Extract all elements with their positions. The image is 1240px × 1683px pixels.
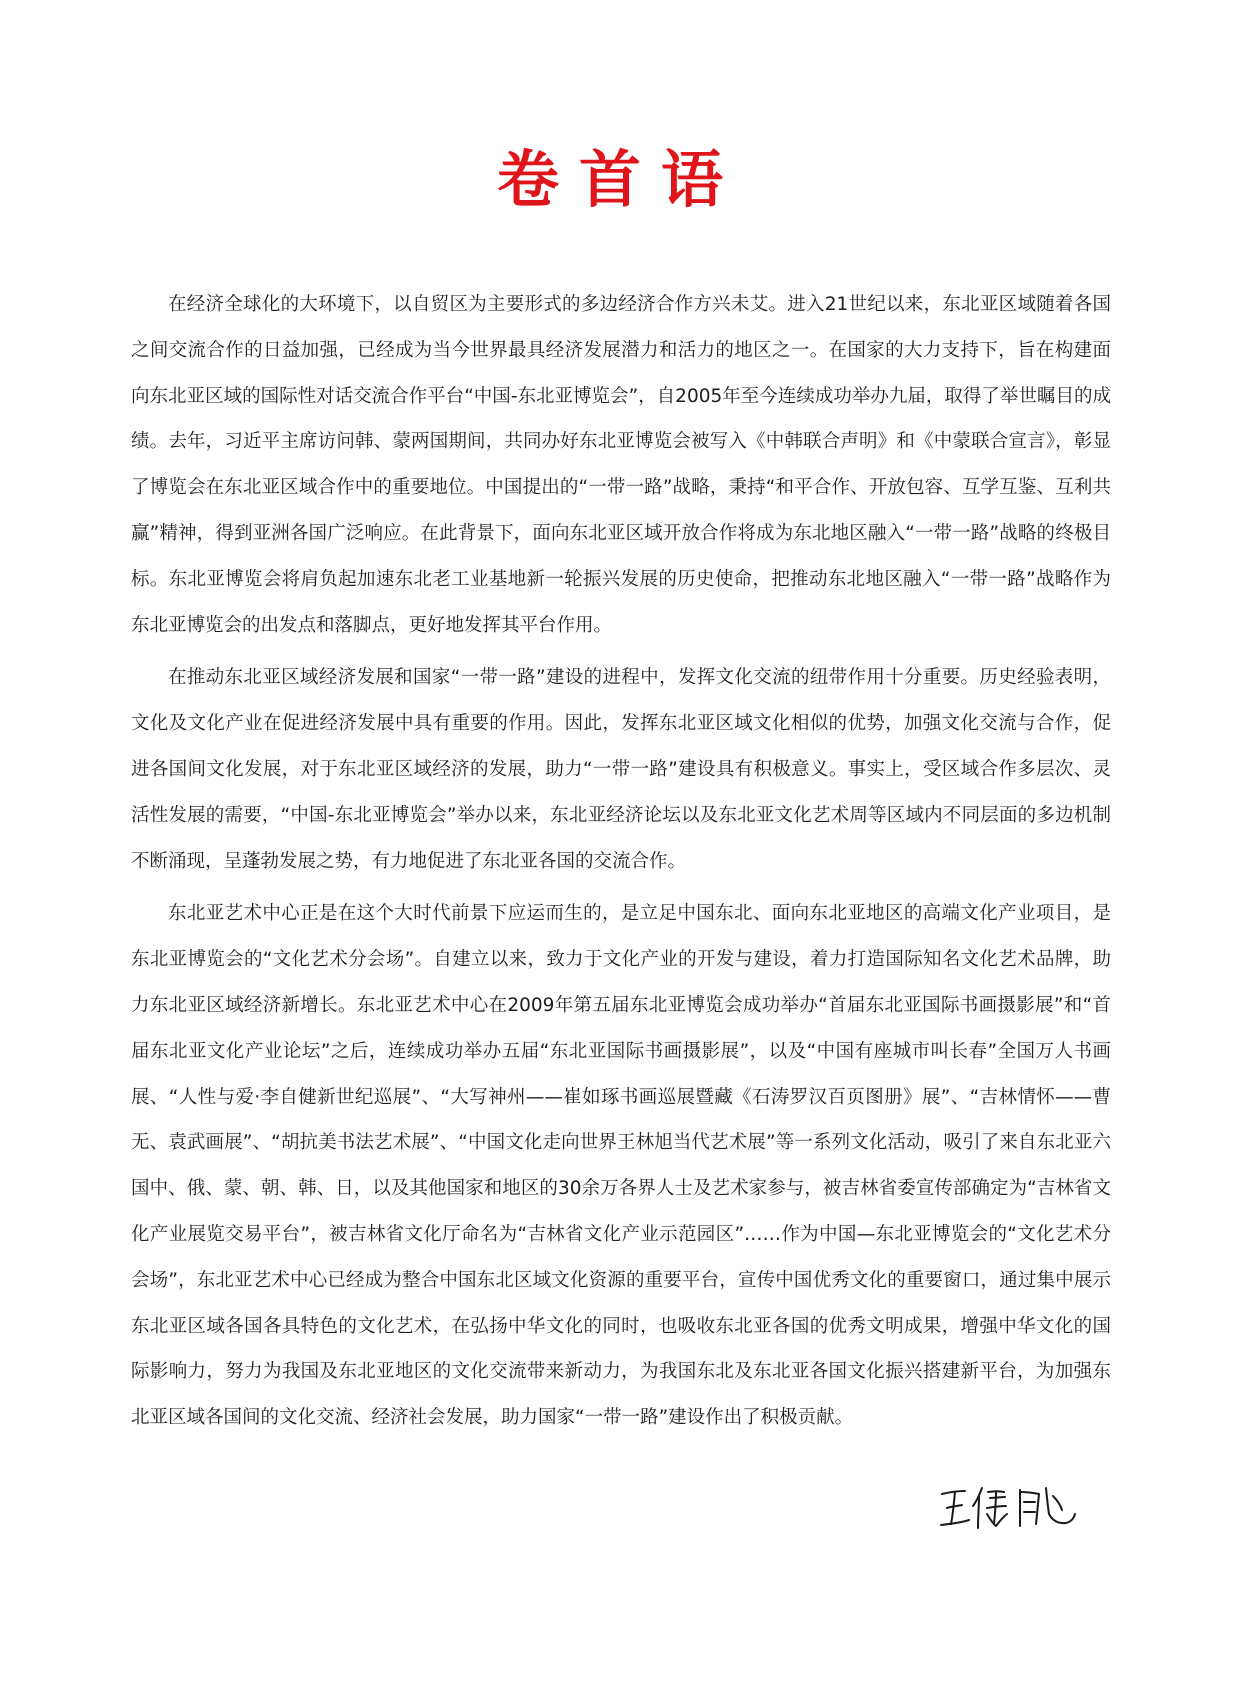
page-title: 卷首语 xyxy=(496,143,743,216)
paragraph-3: 东北亚艺术中心正是在这个大时代前景下应运而生的，是立足中国东北、面向东北亚地区的高端文化产业项目，是东北亚博览会的“文化艺术分会场”。自建立以来，致力于文化产业的开发与建设，着力打造国际知名文化艺术品牌，助力东北亚区域经济新增长。东北亚艺术中心在2009年第五届东北亚博览会成功举办“首届东北亚国际书画摄影展”和“首届东北亚文化产业论坛”之后，连续成功举办五届“东北亚国际书画摄影展”，以及“中国有座城市叫长春”全国万人书画展、“人性与爱·李自健新世纪巡展”、“大写神州——崔如琢书画巡展暨藏《石涛罗汉百页图册》展”、“吉林情怀——曹无、袁武画展”、“胡抗美书法艺术展”、“中国文化走向世界王林旭当代艺术展”等一系列文化活动，吸引了来自东北亚六国中、俄、蒙、朝、韩、日，以及其他国家和地区的30余万各界人士及艺术家参与，被吉林省委宣传部确定为“吉林省文化产业展览交易平台”，被吉林省文化厅命名为“吉林省文化产业示范园区”……作为中国—东北亚博览会的“文化艺术分会场”，东北亚艺术中心已经成为整合中国东北区域文化资源的重要平台，宣传中国优秀文化的重要窗口，通过集中展示东北亚区域各国各具特色的文化艺术，在弘扬中华文化的同时，也吸收东北亚各国的优秀文明成果，增强中华文化的国际影响力，努力为我国及东北亚地区的文化交流带来新动力，为我国东北及东北亚各国文化振兴搭建新平台，为加强东北亚区域各国间的文化交流、经济社会发展，助力国家“一带一路”建设作出了积极贡献。 xyxy=(131,903,1111,1429)
handwritten-signature xyxy=(938,1484,1088,1532)
paragraph-1: 在经济全球化的大环境下，以自贸区为主要形式的多边经济合作方兴未艾。进入21世纪以来，东北亚区域随着各国之间交流合作的日益加强，已经成为当今世界最具经济发展潜力和活力的地区之一。在国家的大力支持下，旨在构建面向东北亚区域的国际性对话交流合作平台“中国-东北亚博览会”，自2005年至今连续成功举办九届，取得了举世瞩目的成绩。去年，习近平主席访问韩、蒙两国期间，共同办好东北亚博览会被写入《中韩联合声明》和《中蒙联合宣言》，彰显了博览会在东北亚区域合作中的重要地位。中国提出的“一带一路”战略，秉持“和平合作、开放包容、互学互鉴、互利共赢”精神，得到亚洲各国广泛响应。在此背景下，面向东北亚区域开放合作将成为东北地区融入“一带一路”战略的终极目标。东北亚博览会将肩负起加速东北老工业基地新一轮振兴发展的历史使命，把推动东北地区融入“一带一路”战略作为东北亚博览会的出发点和落脚点，更好地发挥其平台作用。 xyxy=(131,294,1111,636)
article-body xyxy=(131,282,1111,1448)
paragraph-2: 在推动东北亚区域经济发展和国家“一带一路”建设的进程中，发挥文化交流的纽带作用十分重要。历史经验表明，文化及文化产业在促进经济发展中具有重要的作用。因此，发挥东北亚区域文化相似的优势，加强文化交流与合作，促进各国间文化发展，对于东北亚区域经济的发展，助力“一带一路”建设具有积极意义。事实上，受区域合作多层次、灵活性发展的需要，“中国-东北亚博览会”举办以来，东北亚经济论坛以及东北亚文化艺术周等区域内不同层面的多边机制不断涌现，呈蓬勃发展之势，有力地促进了东北亚各国的交流合作。 xyxy=(131,667,1111,872)
